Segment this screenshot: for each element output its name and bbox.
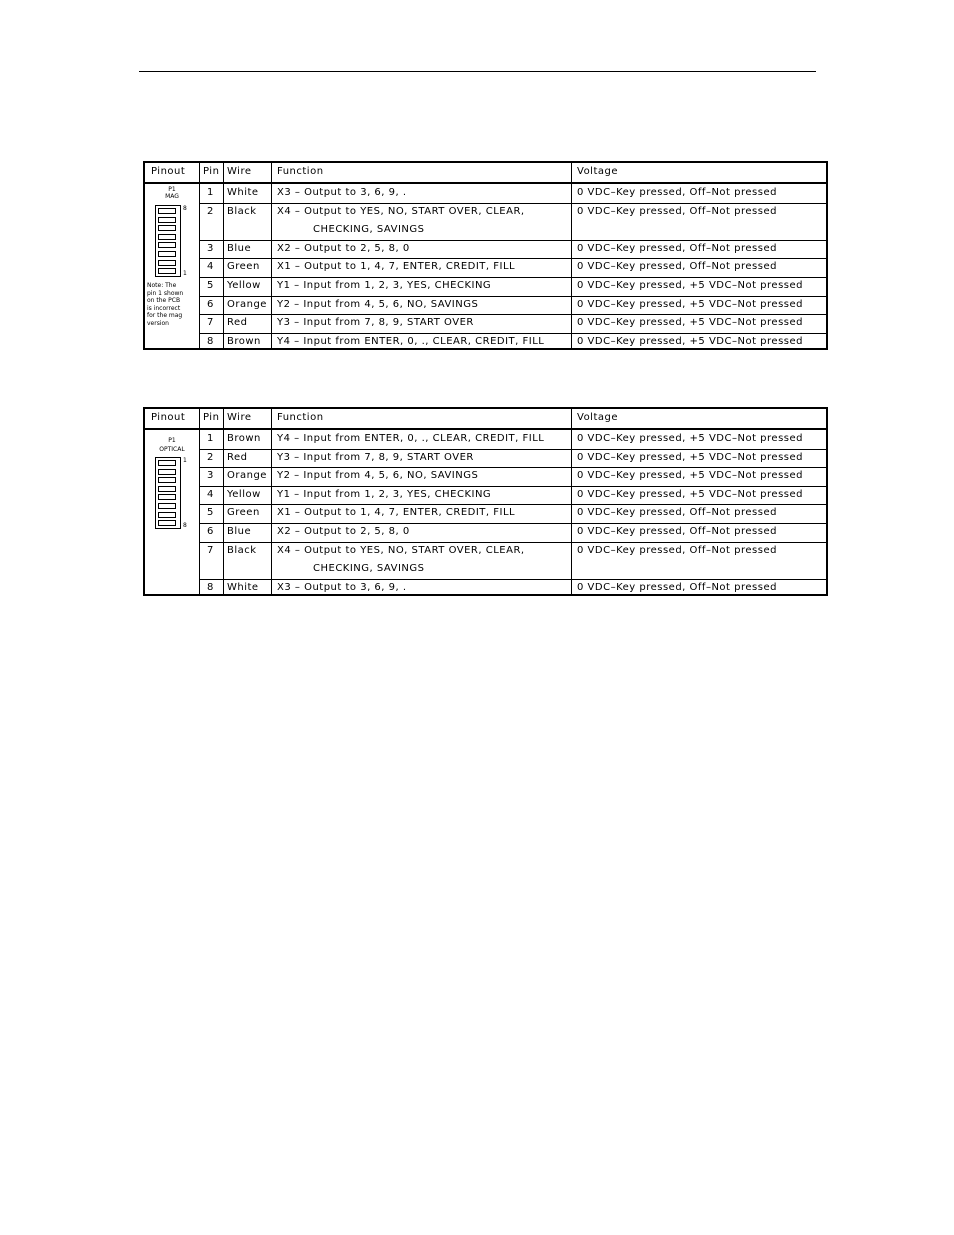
table-row: [145, 240, 826, 259]
wire-color: Brown: [227, 433, 261, 444]
function-text: Y1 – Input from 1, 2, 3, YES, CHECKING: [277, 488, 492, 500]
connector-pin: [158, 460, 176, 466]
pin-number: 3: [207, 242, 214, 254]
voltage-text: 0 VDC–Key pressed, +5 VDC–Not pressed: [577, 433, 803, 444]
table-row: [145, 258, 826, 277]
voltage-text: 0 VDC–Key pressed, +5 VDC–Not pressed: [577, 298, 803, 310]
pinout-cell: [145, 428, 199, 594]
voltage-text: 0 VDC–Key pressed, Off–Not pressed: [577, 205, 777, 217]
function-text: Y3 – Input from 7, 8, 9, START OVER: [277, 317, 474, 329]
pin-number: 1: [207, 187, 214, 198]
pin-number: 2: [207, 205, 214, 217]
pinout-note-line: on the PCB: [147, 297, 181, 304]
function-text: X1 – Output to 1, 4, 7, ENTER, CREDIT, FILL: [277, 507, 516, 519]
pin-number: 2: [207, 451, 214, 463]
pinout-note-line: Note: The: [147, 282, 177, 289]
connector-pin: [158, 217, 176, 223]
connector-pin: [158, 260, 176, 266]
voltage-text: 0 VDC–Key pressed, +5 VDC–Not pressed: [577, 488, 803, 500]
pin-number: 6: [207, 298, 214, 310]
wire-color: Red: [227, 451, 248, 463]
pin-number: 4: [207, 488, 214, 500]
voltage-text: 0 VDC–Key pressed, +5 VDC–Not pressed: [577, 280, 803, 291]
pin-number: 8: [207, 335, 214, 347]
wire-color: White: [227, 581, 259, 593]
connector-pin: [158, 251, 176, 257]
wire-color: Green: [227, 261, 260, 273]
header-function: Function: [277, 166, 324, 177]
wire-color: Orange: [227, 470, 267, 482]
voltage-text: 0 VDC–Key pressed, Off–Not pressed: [577, 261, 777, 273]
connector-pin: [158, 512, 176, 518]
optical-pinout-table: [143, 407, 828, 596]
header-rule: [139, 71, 816, 72]
function-text: Y1 – Input from 1, 2, 3, YES, CHECKING: [277, 280, 492, 291]
voltage-text: 0 VDC–Key pressed, +5 VDC–Not pressed: [577, 470, 803, 482]
pinout-note-line: version: [147, 319, 169, 327]
pin-number: 7: [207, 317, 214, 329]
connector-pin: [158, 503, 176, 509]
connector-pin: [158, 234, 176, 240]
function-text: Y4 – Input from ENTER, 0, ., CLEAR, CREDIT, FILL: [277, 335, 545, 347]
wire-color: Blue: [227, 526, 252, 537]
table-row: [145, 579, 826, 598]
function-text: Y3 – Input from 7, 8, 9, START OVER: [277, 451, 474, 463]
function-text: X2 – Output to 2, 5, 8, 0: [277, 526, 410, 537]
connector-pin: [158, 477, 176, 483]
connector-pin: [158, 520, 176, 526]
connector-pin-bottom-label: 8: [183, 522, 187, 529]
connector-pin-bottom-label: 1: [183, 270, 187, 277]
table-row: [145, 333, 826, 352]
connector-pin-top-label: 8: [183, 205, 187, 212]
pinout-cell: [145, 182, 199, 348]
connector-pin: [158, 208, 176, 214]
voltage-text: 0 VDC–Key pressed, Off–Not pressed: [577, 187, 777, 198]
voltage-text: 0 VDC–Key pressed, Off–Not pressed: [577, 544, 777, 556]
function-text: X3 – Output to 3, 6, 9, .: [277, 187, 407, 198]
table-row: [145, 430, 826, 449]
wire-color: Orange: [227, 298, 267, 310]
function-text: Y2 – Input from 4, 5, 6, NO, SAVINGS: [277, 470, 479, 482]
wire-color: Blue: [227, 242, 252, 254]
function-text: X4 – Output to YES, NO, START OVER, CLEAR,: [277, 544, 525, 556]
header-pinout: Pinout: [151, 412, 186, 423]
table-row: [145, 314, 826, 333]
function-text-continued: CHECKING, SAVINGS: [313, 563, 425, 575]
voltage-text: 0 VDC–Key pressed, +5 VDC–Not pressed: [577, 317, 803, 329]
table-row: [145, 449, 826, 468]
wire-color: Green: [227, 507, 260, 519]
voltage-text: 0 VDC–Key pressed, Off–Not pressed: [577, 526, 777, 537]
wire-color: Red: [227, 317, 248, 329]
wire-color: White: [227, 187, 259, 198]
connector-pin: [158, 486, 176, 492]
connector-pin: [158, 494, 176, 500]
pinout-note-line: for the mag: [147, 312, 183, 319]
pinout-note-line: is incorrect: [147, 304, 181, 312]
pin-number: 3: [207, 470, 214, 482]
connector-label: P1: [168, 437, 176, 444]
function-text: X3 – Output to 3, 6, 9, .: [277, 581, 407, 593]
connector-pin-top-label: 1: [183, 457, 187, 464]
table-header: [145, 163, 826, 184]
table-row: [145, 277, 826, 296]
voltage-text: 0 VDC–Key pressed, +5 VDC–Not pressed: [577, 451, 803, 463]
connector-diagram: [155, 457, 181, 529]
header-wire: Wire: [227, 412, 252, 423]
table-row: [145, 203, 826, 240]
function-text: Y2 – Input from 4, 5, 6, NO, SAVINGS: [277, 298, 479, 310]
table-row: [145, 523, 826, 542]
connector-label: P1: [168, 186, 176, 193]
voltage-text: 0 VDC–Key pressed, +5 VDC–Not pressed: [577, 335, 803, 347]
header-voltage: Voltage: [577, 412, 619, 423]
header-pinout: Pinout: [151, 166, 186, 177]
function-text: X1 – Output to 1, 4, 7, ENTER, CREDIT, FILL: [277, 261, 516, 273]
connector-pin: [158, 225, 176, 231]
header-function: Function: [277, 412, 324, 423]
table-header: [145, 409, 826, 430]
connector-type: MAG: [165, 193, 179, 200]
wire-color: Brown: [227, 335, 261, 347]
voltage-text: 0 VDC–Key pressed, Off–Not pressed: [577, 581, 777, 593]
table-row: [145, 296, 826, 315]
table-row: [145, 504, 826, 523]
wire-color: Black: [227, 205, 257, 217]
pin-number: 8: [207, 581, 214, 593]
wire-color: Yellow: [227, 488, 261, 500]
pin-number: 5: [207, 280, 214, 291]
header-pin: Pin: [203, 412, 220, 423]
connector-diagram: [155, 205, 181, 277]
table-row: [145, 486, 826, 505]
connector-type: OPTICAL: [159, 446, 185, 453]
function-text: X4 – Output to YES, NO, START OVER, CLEAR,: [277, 205, 525, 217]
pin-number: 6: [207, 526, 214, 537]
function-text: X2 – Output to 2, 5, 8, 0: [277, 242, 410, 254]
function-text: Y4 – Input from ENTER, 0, ., CLEAR, CREDIT, FILL: [277, 433, 545, 444]
function-text-continued: CHECKING, SAVINGS: [313, 224, 425, 236]
connector-pin: [158, 242, 176, 248]
header-pin: Pin: [203, 166, 220, 177]
pin-number: 1: [207, 433, 214, 444]
voltage-text: 0 VDC–Key pressed, Off–Not pressed: [577, 242, 777, 254]
wire-color: Black: [227, 544, 257, 556]
table-row: [145, 467, 826, 486]
table-row: [145, 184, 826, 203]
mag-pinout-table: [143, 161, 828, 350]
connector-pin: [158, 268, 176, 274]
voltage-text: 0 VDC–Key pressed, Off–Not pressed: [577, 507, 777, 519]
wire-color: Yellow: [227, 280, 261, 291]
header-voltage: Voltage: [577, 166, 619, 177]
pin-number: 5: [207, 507, 214, 519]
pin-number: 7: [207, 544, 214, 556]
pinout-note-line: pin 1 shown: [147, 289, 184, 297]
connector-pin: [158, 469, 176, 475]
header-wire: Wire: [227, 166, 252, 177]
table-row: [145, 542, 826, 579]
pin-number: 4: [207, 261, 214, 273]
